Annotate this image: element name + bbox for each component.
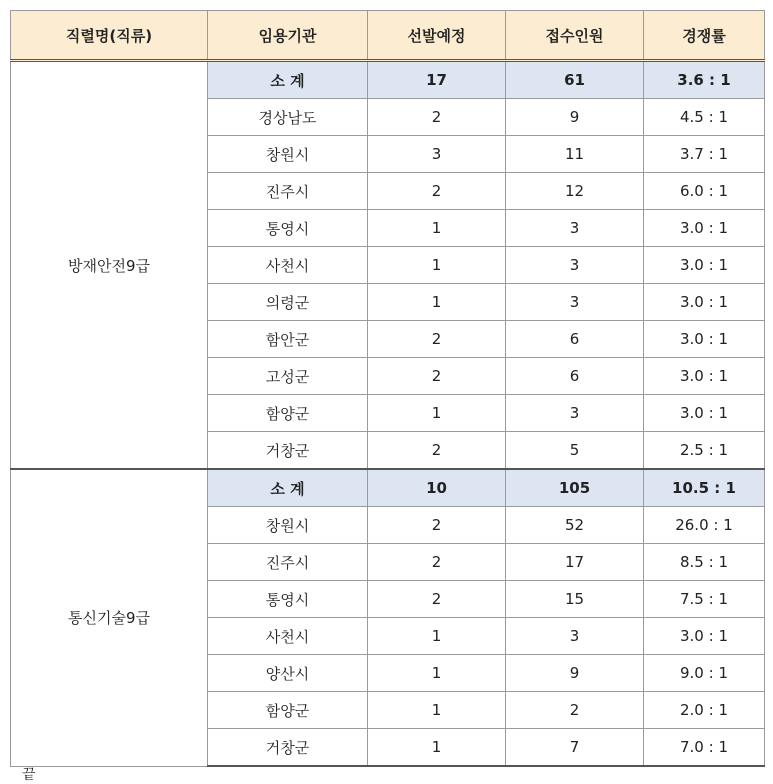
subtotal-applicants: 61 <box>506 61 644 99</box>
ratio-cell: 6.0 : 1 <box>644 173 765 210</box>
planned-cell: 1 <box>368 210 506 247</box>
ratio-cell: 2.0 : 1 <box>644 692 765 729</box>
subtotal-selected: 17 <box>368 61 506 99</box>
subtotal-label: 소 계 <box>208 61 368 99</box>
ratio-cell: 3.0 : 1 <box>644 358 765 395</box>
planned-cell: 2 <box>368 173 506 210</box>
header-row <box>11 11 765 61</box>
header-applicants: 접수인원 <box>506 11 644 61</box>
subtotal-ratio: 10.5 : 1 <box>644 469 765 507</box>
header-planned: 선발예정 <box>368 11 506 61</box>
subtotal-applicants: 105 <box>506 469 644 507</box>
planned-cell: 1 <box>368 395 506 432</box>
planned-cell: 1 <box>368 284 506 321</box>
subtotal-selected: 10 <box>368 469 506 507</box>
planned-cell: 2 <box>368 358 506 395</box>
agency-cell: 통영시 <box>208 581 368 618</box>
ratio-cell: 3.0 : 1 <box>644 618 765 655</box>
group-name-cell: 방재안전9급 <box>11 61 208 470</box>
agency-cell: 거창군 <box>208 729 368 767</box>
header-agency: 임용기관 <box>208 11 368 61</box>
planned-cell: 2 <box>368 321 506 358</box>
agency-cell: 양산시 <box>208 655 368 692</box>
applicants-cell: 11 <box>506 136 644 173</box>
agency-cell: 통영시 <box>208 210 368 247</box>
applicants-cell: 15 <box>506 581 644 618</box>
applicants-cell: 9 <box>506 99 644 136</box>
applicants-cell: 6 <box>506 321 644 358</box>
ratio-cell: 2.5 : 1 <box>644 432 765 470</box>
ratio-cell: 3.0 : 1 <box>644 321 765 358</box>
planned-cell: 1 <box>368 655 506 692</box>
applicants-cell: 3 <box>506 210 644 247</box>
planned-cell: 2 <box>368 544 506 581</box>
planned-cell: 1 <box>368 692 506 729</box>
planned-cell: 1 <box>368 729 506 767</box>
agency-cell: 진주시 <box>208 173 368 210</box>
subtotal-row <box>11 61 765 99</box>
agency-cell: 창원시 <box>208 136 368 173</box>
applicants-cell: 3 <box>506 618 644 655</box>
applicants-cell: 6 <box>506 358 644 395</box>
agency-cell: 함양군 <box>208 395 368 432</box>
ratio-cell: 8.5 : 1 <box>644 544 765 581</box>
agency-cell: 고성군 <box>208 358 368 395</box>
ratio-cell: 3.0 : 1 <box>644 395 765 432</box>
applicants-cell: 3 <box>506 284 644 321</box>
agency-cell: 사천시 <box>208 618 368 655</box>
applicants-cell: 5 <box>506 432 644 470</box>
applicants-cell: 7 <box>506 729 644 767</box>
planned-cell: 1 <box>368 618 506 655</box>
planned-cell: 1 <box>368 247 506 284</box>
planned-cell: 2 <box>368 581 506 618</box>
ratio-cell: 7.0 : 1 <box>644 729 765 767</box>
ratio-cell: 4.5 : 1 <box>644 99 765 136</box>
end-mark: 끝 <box>22 767 36 783</box>
agency-cell: 경상남도 <box>208 99 368 136</box>
ratio-cell: 3.0 : 1 <box>644 210 765 247</box>
agency-cell: 거창군 <box>208 432 368 470</box>
subtotal-ratio: 3.6 : 1 <box>644 61 765 99</box>
applicants-cell: 3 <box>506 395 644 432</box>
planned-cell: 2 <box>368 99 506 136</box>
applicants-cell: 3 <box>506 247 644 284</box>
applicants-cell: 2 <box>506 692 644 729</box>
ratio-cell: 7.5 : 1 <box>644 581 765 618</box>
agency-cell: 진주시 <box>208 544 368 581</box>
subtotal-label: 소 계 <box>208 469 368 507</box>
competition-rate-table <box>10 10 765 767</box>
applicants-cell: 9 <box>506 655 644 692</box>
ratio-cell: 3.7 : 1 <box>644 136 765 173</box>
agency-cell: 함양군 <box>208 692 368 729</box>
applicants-cell: 12 <box>506 173 644 210</box>
agency-cell: 함안군 <box>208 321 368 358</box>
planned-cell: 2 <box>368 432 506 470</box>
ratio-cell: 3.0 : 1 <box>644 284 765 321</box>
header-ratio: 경쟁률 <box>644 11 765 61</box>
planned-cell: 2 <box>368 507 506 544</box>
subtotal-row <box>11 469 765 507</box>
header-job-series: 직렬명(직류) <box>11 11 208 61</box>
applicants-cell: 52 <box>506 507 644 544</box>
ratio-cell: 3.0 : 1 <box>644 247 765 284</box>
ratio-cell: 9.0 : 1 <box>644 655 765 692</box>
group-name-cell: 통신기술9급 <box>11 469 208 766</box>
planned-cell: 3 <box>368 136 506 173</box>
agency-cell: 의령군 <box>208 284 368 321</box>
ratio-cell: 26.0 : 1 <box>644 507 765 544</box>
applicants-cell: 17 <box>506 544 644 581</box>
agency-cell: 사천시 <box>208 247 368 284</box>
agency-cell: 창원시 <box>208 507 368 544</box>
